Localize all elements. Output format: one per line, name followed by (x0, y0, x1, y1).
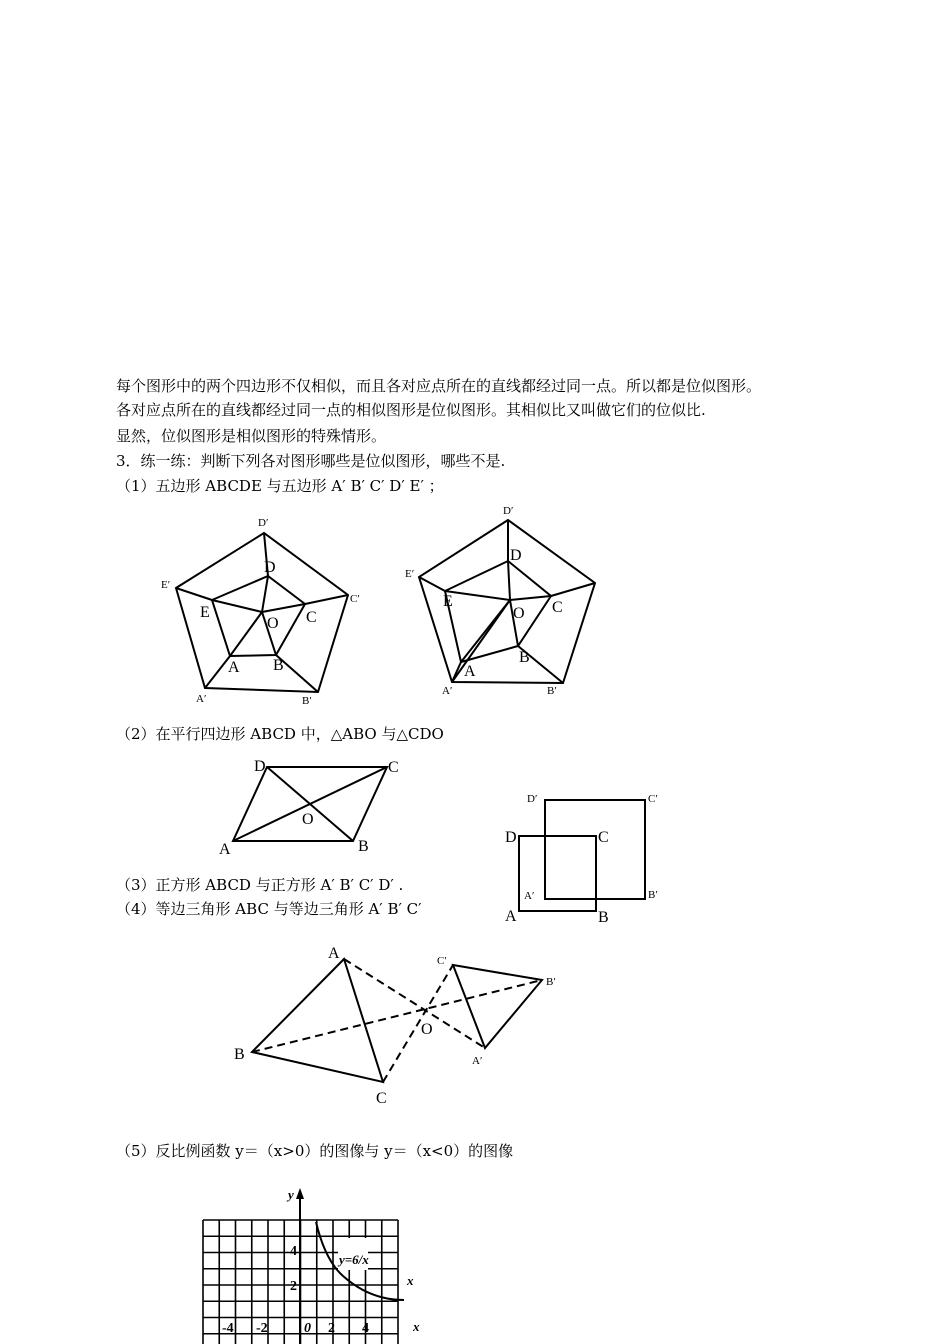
x-tick-neg2: -2 (256, 1321, 268, 1336)
label-b-prime-2: B′ (547, 685, 557, 697)
tri-label-b-prime: B′ (546, 976, 556, 988)
exercise-item-4: （4）等边三角形 ABC 与等边三角形 A′ B′ C′ (116, 900, 422, 918)
axis-x-label: x (407, 1273, 414, 1288)
tri-label-c: C (376, 1090, 387, 1107)
tri-label-a-prime: A′ (472, 1055, 483, 1067)
squares-figure (500, 788, 670, 928)
square-label-d-prime: D′ (527, 793, 538, 805)
parallelogram-figure (215, 752, 405, 857)
label-o: O (267, 615, 279, 632)
exercise-item-3: （3）正方形 ABCD 与正方形 A′ B′ C′ D′ . (116, 876, 404, 894)
paragraph-definition: 各对应点所在的直线都经过同一点的相似图形是位似图形。其相似比又叫做它们的位似比. (116, 401, 706, 419)
label-a-prime-2: A′ (442, 685, 453, 697)
x-tick-2: 2 (328, 1321, 335, 1336)
exercise-item-1: （1）五边形 ABCDE 与五边形 A′ B′ C′ D′ E′ ； (116, 477, 444, 495)
tri-label-c-prime: C′ (437, 955, 447, 967)
label-e-2: E (443, 593, 453, 610)
label-b: B (273, 657, 284, 674)
para-label-o: O (302, 811, 314, 828)
square-label-d: D (505, 829, 517, 846)
square-label-c-prime: C′ (648, 793, 658, 805)
axis-y-label: y (288, 1187, 294, 1202)
y-axis-arrow-icon (296, 1188, 304, 1199)
label-b-2: B (519, 649, 530, 666)
label-d-2: D (510, 547, 522, 564)
square-label-a: A (505, 908, 517, 925)
exercise-item-2: （2）在平行四边形 ABCD 中，△ABO 与△CDO (116, 725, 444, 743)
label-c-prime: C′ (350, 593, 360, 605)
square-label-b-prime: B′ (648, 889, 658, 901)
square-label-b: B (598, 909, 609, 926)
para-label-c: C (388, 759, 399, 776)
label-b-prime: B′ (302, 695, 312, 707)
square-label-c: C (598, 829, 609, 846)
label-c-2: C (552, 599, 563, 616)
label-e-prime-2: E′ (405, 568, 415, 580)
y-tick-2: 2 (290, 1279, 297, 1294)
square-label-a-prime: A′ (524, 890, 535, 902)
label-d: D (264, 559, 276, 576)
label-o-2: O (513, 605, 525, 622)
paragraph-special-case: 显然，位似图形是相似图形的特殊情形。 (116, 427, 387, 445)
label-e: E (200, 604, 210, 621)
label-a-prime: A′ (196, 693, 207, 705)
label-d-prime: D′ (258, 517, 269, 529)
triangles-figure (225, 935, 585, 1110)
x-tick-neg4: -4 (222, 1321, 234, 1336)
formula-label: y=6/x (339, 1252, 369, 1267)
exercise-item-5: （5）反比例函数 y＝（x>0）的图像与 y＝（x<0）的图像 (116, 1142, 514, 1160)
exercise-heading: 3．练一练：判断下列各对图形哪些是位似图形，哪些不是. (116, 452, 506, 470)
pentagons-figure (150, 505, 610, 710)
para-label-b: B (358, 838, 369, 855)
label-e-prime: E′ (161, 579, 171, 591)
para-label-d: D (254, 758, 266, 775)
y-tick-4: 4 (290, 1244, 297, 1259)
para-label-a: A (219, 841, 231, 858)
axis-x-label-lower: x (413, 1319, 420, 1334)
tri-label-a: A (328, 945, 340, 962)
label-c: C (306, 609, 317, 626)
tri-label-b: B (234, 1046, 245, 1063)
label-d-prime-2: D′ (503, 505, 514, 517)
hyperbola-graph (195, 1182, 435, 1344)
label-a: A (228, 659, 240, 676)
x-tick-4: 4 (362, 1321, 369, 1336)
paragraph-similar-quads: 每个图形中的两个四边形不仅相似，而且各对应点所在的直线都经过同一点。所以都是位似图形。 (116, 377, 762, 395)
tri-label-o: O (421, 1021, 433, 1038)
label-a-2: A (464, 663, 476, 680)
x-tick-0: 0 (304, 1321, 311, 1336)
